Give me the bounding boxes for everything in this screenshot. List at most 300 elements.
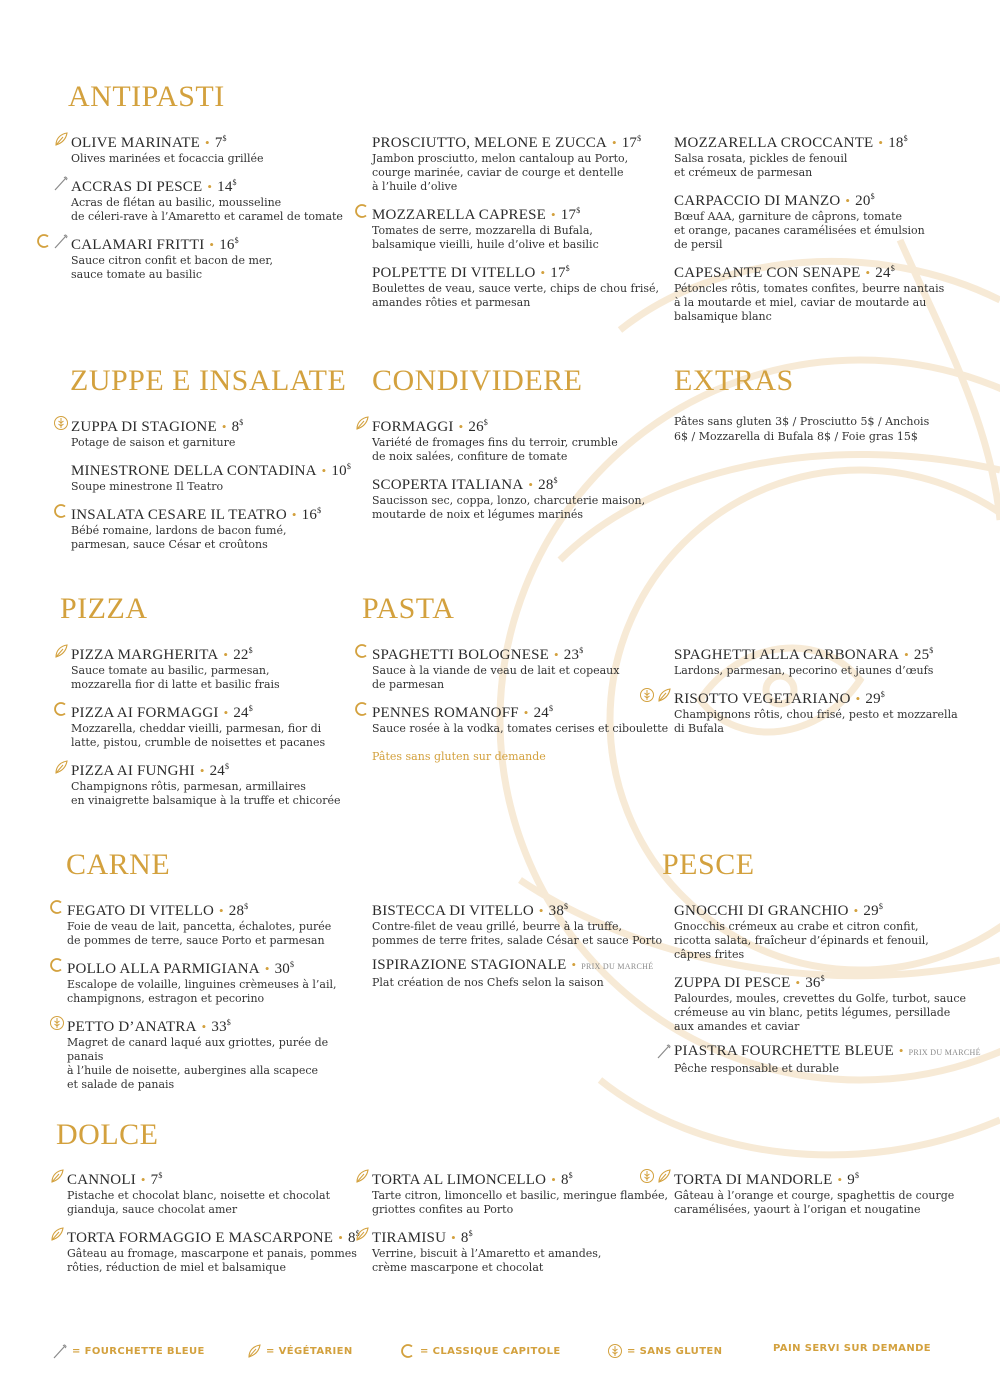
price-value: 24	[533, 705, 549, 721]
currency-symbol: $	[290, 960, 295, 969]
menu-item-price	[229, 903, 249, 919]
menu-item-description: Bœuf AAA, garniture de câprons, tomate et orange, pacanes caramélisées et émulsion de persil	[674, 210, 925, 251]
menu-item-name: PROSCIUTTO, MELONE E ZUCCA	[372, 135, 607, 151]
currency-symbol: $	[226, 1018, 231, 1027]
menu-item-header	[674, 898, 974, 920]
crescent-icon	[400, 1343, 416, 1359]
currency-symbol: $	[870, 192, 875, 201]
menu-item-icons	[53, 503, 69, 519]
price-value: 29	[863, 903, 879, 919]
menu-item-price	[534, 705, 554, 721]
menu-item-header	[674, 642, 974, 664]
separator-dot: •	[207, 179, 213, 194]
menu-item-icons	[49, 1015, 65, 1031]
menu-item-price	[217, 179, 237, 195]
menu-item-icons	[36, 233, 69, 249]
menu-item-description: Tarte citron, limoncello et basilic, meringue flambée, griottes confites au Porto	[372, 1189, 668, 1216]
currency-symbol: $	[820, 974, 825, 983]
fork-icon	[53, 233, 69, 249]
separator-dot: •	[611, 135, 617, 150]
menu-item-name: INSALATA CESARE IL TEATRO	[71, 507, 287, 523]
menu-item-header	[372, 202, 672, 224]
menu-item-name: PETTO D’ANATRA	[67, 1019, 197, 1035]
crescent-icon	[354, 203, 370, 219]
separator-dot: •	[554, 647, 559, 662]
leaf-icon	[354, 415, 370, 431]
menu-item-name: TORTA AL LIMONCELLO	[372, 1172, 547, 1188]
menu-item-header	[71, 174, 356, 196]
menu-item-name: PIZZA AI FORMAGGI	[71, 705, 219, 721]
price-value: 16	[301, 507, 318, 523]
menu-item-header	[372, 130, 672, 152]
menu-item-description: Sauce rosée à la vodka, tomates cerises et ciboulette	[372, 722, 669, 735]
currency-symbol: $	[244, 902, 249, 911]
menu-item	[372, 414, 657, 464]
menu-item	[71, 642, 356, 692]
separator-dot: •	[205, 135, 210, 150]
menu-item	[71, 502, 356, 552]
currency-symbol: $	[483, 418, 488, 427]
leaf-icon	[53, 643, 69, 659]
menu-item	[372, 898, 672, 948]
price-value: 17	[560, 207, 577, 223]
menu-item-price	[914, 647, 934, 663]
menu-item-icons	[354, 415, 370, 431]
menu-item-name: RISOTTO VEGETARIANO	[674, 691, 851, 707]
menu-item	[71, 174, 356, 224]
currency-symbol: $	[855, 1171, 860, 1180]
menu-item-description: Tomates de serre, mozzarella di Bufala, balsamique vieilli, huile d’olive et basilic	[372, 224, 599, 251]
menu-item	[67, 1167, 367, 1217]
menu-item-description: Contre-filet de veau grillé, beurre à la truffe, pommes de terre frites, salade César et sauce Porto	[372, 920, 663, 947]
menu-item	[674, 642, 974, 678]
price-value: 17	[550, 265, 566, 281]
menu-item-header	[67, 898, 367, 920]
currency-symbol: $	[239, 418, 244, 427]
separator-dot: •	[855, 691, 861, 706]
menu-item-icons	[53, 415, 69, 431]
menu-item-description: Escalope de volaille, linguines crèmeuses à l’ail, champignons, estragon et pecorino	[67, 978, 337, 1005]
dolce-column-1	[67, 1167, 367, 1283]
legend-fork-label: = FOURCHETTE BLEUE	[72, 1345, 205, 1357]
menu-item-header	[372, 956, 672, 976]
currency-symbol: $	[355, 1229, 360, 1238]
price-value: 22	[233, 647, 249, 663]
legend-gluten	[607, 1343, 722, 1359]
menu-item-description: Sauce tomate au basilic, parmesan, mozzarella fior di latte et basilic frais	[71, 664, 280, 691]
menu-item-description: Olives marinées et focaccia grillée	[71, 152, 264, 165]
leaf-icon	[656, 1168, 672, 1184]
separator-dot: •	[221, 419, 227, 434]
menu-item-icons	[49, 1168, 65, 1184]
currency-symbol: $	[248, 646, 253, 655]
menu-item	[71, 414, 356, 450]
separator-dot: •	[538, 903, 544, 918]
menu-item-price	[151, 1172, 163, 1188]
separator-dot: •	[898, 1043, 904, 1058]
legend-classic-label: = CLASSIQUE CAPITOLE	[420, 1345, 561, 1357]
separator-dot: •	[878, 135, 884, 150]
currency-symbol: $	[929, 646, 934, 655]
menu-item-header	[67, 1167, 367, 1189]
menu-item-description: Foie de veau de lait, pancetta, échalotes, purée de pommes de terre, sauce Porto et parmesan	[67, 920, 332, 947]
menu-item-price	[468, 419, 488, 435]
currency-symbol: $	[232, 178, 237, 187]
crescent-icon	[354, 701, 370, 717]
menu-item-header	[372, 700, 672, 722]
menu-item	[674, 260, 974, 324]
menu-item	[372, 260, 672, 310]
separator-dot: •	[795, 975, 801, 990]
menu-item-icons	[354, 203, 370, 219]
currency-symbol: $	[880, 690, 885, 699]
menu-item-name: ISPIRAZIONE STAGIONALE	[372, 957, 567, 973]
separator-dot: •	[551, 1172, 556, 1187]
menu-item-icons	[49, 957, 65, 973]
menu-item-header	[674, 130, 974, 152]
menu-item-header	[71, 502, 356, 524]
price-value: 8	[231, 419, 240, 435]
menu-item	[71, 700, 356, 750]
currency-symbol: $	[468, 1229, 473, 1238]
fork-icon	[656, 1043, 672, 1059]
menu-item-price	[538, 477, 558, 493]
menu-item-price	[302, 507, 322, 523]
menu-item-price	[233, 647, 253, 663]
menu-item-name: PIZZA MARGHERITA	[71, 647, 219, 663]
menu-item-description: Gâteau à l’orange et courge, spaghettis de courge caramélisées, yaourt à l’origan et nougatine	[674, 1189, 955, 1216]
menu-item-icons	[656, 1043, 672, 1059]
currency-symbol: $	[553, 476, 558, 485]
menu-item-header	[372, 1225, 672, 1247]
crescent-icon	[53, 701, 69, 717]
legend-fork	[52, 1343, 205, 1359]
currency-symbol: $	[903, 134, 908, 143]
currency-symbol: $	[317, 506, 322, 515]
menu-item-icons	[53, 643, 69, 659]
section-title-pizza: PIZZA	[60, 592, 148, 625]
menu-item-description: Verrine, biscuit à l’Amaretto et amandes, crème mascarpone et chocolat	[372, 1247, 602, 1274]
market-price-label: PRIX DU MARCHÉ	[908, 1048, 981, 1057]
separator-dot: •	[551, 207, 556, 222]
menu-item-header	[674, 1042, 981, 1062]
currency-symbol: $	[576, 206, 581, 215]
menu-item-price	[461, 1230, 473, 1246]
menu-item-icons	[53, 759, 69, 775]
menu-item-header	[71, 414, 356, 436]
menu-item-description: Soupe minestrone Il Teatro	[71, 480, 224, 493]
price-value: 8	[460, 1230, 469, 1246]
menu-item-name: CALAMARI FRITTI	[71, 237, 205, 253]
menu-item-price	[865, 691, 885, 707]
currency-symbol: $	[225, 762, 230, 771]
menu-item	[372, 130, 672, 194]
section-title-condividere: CONDIVIDERE	[372, 364, 583, 397]
extras-text: Pâtes sans gluten 3$ / Prosciutto 5$ / Anchois 6$ / Mozzarella di Bufala 8$ / Foie gras 15$	[674, 415, 930, 443]
price-value: 33	[211, 1019, 227, 1035]
price-value: 16	[219, 237, 235, 253]
menu-item	[674, 130, 974, 180]
price-value: 36	[805, 975, 821, 991]
menu-item-description: Palourdes, moules, crevettes du Golfe, turbot, sauce crémeuse au vin blanc, petits légumes, persillade aux amandes et caviar	[674, 992, 967, 1033]
pasta-column-2	[674, 642, 974, 744]
price-value: 20	[855, 193, 871, 209]
menu-item-name: TORTA DI MANDORLE	[674, 1172, 833, 1188]
menu-item-icons	[354, 1168, 370, 1184]
menu-item	[372, 1167, 672, 1217]
menu-item-price	[847, 1172, 859, 1188]
menu-item	[67, 1014, 367, 1092]
price-value: 8	[560, 1172, 569, 1188]
section-title-antipasti: ANTIPASTI	[68, 80, 225, 113]
crescent-icon	[36, 233, 52, 249]
menu-item-price	[219, 237, 239, 253]
separator-dot: •	[904, 647, 909, 662]
menu-item	[71, 130, 356, 166]
menu-item-price	[875, 265, 895, 281]
menu-item-price	[805, 975, 825, 991]
legend-gluten-label: = SANS GLUTEN	[627, 1345, 723, 1357]
menu-item-header	[67, 1014, 367, 1036]
menu-item-price	[622, 135, 642, 151]
currency-symbol: $	[564, 902, 569, 911]
menu-item-name: GNOCCHI DI GRANCHIO	[674, 903, 849, 919]
currency-symbol: $	[346, 462, 352, 471]
separator-dot: •	[338, 1230, 343, 1245]
menu-item-icons	[639, 687, 672, 703]
menu-item-description: Sauce à la viande de veau de lait et copeaux de parmesan	[372, 664, 620, 691]
menu-item-price	[232, 419, 244, 435]
menu-item-price	[863, 903, 883, 919]
menu-item-price	[211, 1019, 231, 1035]
price-value: 8	[347, 1230, 356, 1246]
menu-item-header	[71, 458, 356, 480]
menu-item-price	[561, 1172, 573, 1188]
menu-item-price	[549, 903, 569, 919]
menu-item-description: Champignons rôtis, chou frisé, pesto et mozzarella di Bufala	[674, 708, 958, 735]
menu-item-description: Saucisson sec, coppa, lonzo, charcuterie maison, moutarde de noix et légumes marinés	[372, 494, 646, 521]
menu-item-name: SPAGHETTI ALLA CARBONARA	[674, 647, 900, 663]
menu-item	[372, 642, 672, 692]
crescent-icon	[53, 503, 69, 519]
menu-item-header	[372, 260, 672, 282]
legend-bread	[773, 1343, 931, 1354]
price-value: 24	[233, 705, 249, 721]
crescent-icon	[49, 899, 65, 915]
menu-item	[674, 1167, 974, 1217]
menu-item	[71, 758, 356, 808]
crescent-icon	[49, 957, 65, 973]
currency-symbol: $	[568, 1171, 573, 1180]
leaf-icon	[53, 131, 69, 147]
section-title-zuppe: ZUPPE E INSALATE	[70, 364, 347, 397]
separator-dot: •	[458, 419, 464, 434]
price-value: 9	[847, 1172, 855, 1188]
menu-item-description: Acras de flétan au basilic, mousseline de céleri-rave à l’Amaretto et caramel de tomate	[71, 196, 343, 223]
menu-item-icons	[354, 701, 370, 717]
legend-classic	[400, 1343, 561, 1359]
menu-item-description: Sauce citron confit et bacon de mer, sauce tomate au basilic	[71, 254, 273, 281]
separator-dot: •	[201, 1019, 207, 1034]
menu-item-header	[71, 232, 356, 254]
condividere-column-1	[372, 414, 657, 530]
menu-item	[372, 1225, 672, 1275]
menu-item-description: Pêche responsable et durable	[674, 1062, 840, 1075]
menu-item-description: Bébé romaine, lardons de bacon fumé, parmesan, sauce César et croûtons	[71, 524, 287, 551]
wheat-icon	[53, 415, 69, 431]
menu-item-header	[67, 956, 367, 978]
menu-item-name: PIASTRA FOURCHETTE BLEUE	[674, 1043, 894, 1059]
menu-item-price	[564, 647, 584, 663]
menu-item-description: Gnocchis crémeux au crabe et citron confit, ricotta salata, fraîcheur d’épinards et fenouil, câpres frites	[674, 920, 929, 961]
wheat-icon	[49, 1015, 65, 1031]
price-value: 30	[274, 961, 290, 977]
section-title-carne: CARNE	[66, 848, 171, 881]
menu-item-description: Pétoncles rôtis, tomates confites, beurre nantais à la moutarde et miel, caviar de moutarde au balsamique blanc	[674, 282, 945, 323]
menu-item-description: Jambon prosciutto, melon cantaloup au Porto, courge marinée, caviar de courge et dentelle à l’huile d’olive	[372, 152, 629, 193]
price-value: 18	[888, 135, 904, 151]
menu-item-description: Potage de saison et garniture	[71, 436, 236, 449]
section-title-dolce: DOLCE	[56, 1118, 159, 1151]
dolce-column-3	[674, 1167, 974, 1225]
menu-item-price	[210, 763, 230, 779]
currency-symbol: $	[637, 134, 642, 143]
menu-item-header	[71, 700, 356, 722]
menu-item	[67, 898, 367, 948]
currency-symbol: $	[890, 264, 895, 273]
menu-item-name: MOZZARELLA CAPRESE	[372, 207, 547, 223]
separator-dot: •	[223, 705, 229, 720]
carne-column-2	[372, 898, 672, 998]
menu-item-price	[331, 463, 351, 479]
menu-item	[372, 472, 657, 522]
fork-icon	[52, 1343, 68, 1359]
separator-dot: •	[540, 265, 546, 280]
separator-dot: •	[140, 1172, 146, 1187]
menu-item-name: PENNES ROMANOFF	[372, 705, 519, 721]
separator-dot: •	[865, 265, 871, 280]
menu-item-name: TORTA FORMAGGIO E MASCARPONE	[67, 1230, 334, 1246]
menu-item	[674, 1042, 981, 1076]
menu-item-name: MOZZARELLA CROCCANTE	[674, 135, 874, 151]
currency-symbol: $	[158, 1171, 163, 1180]
menu-item-header	[71, 758, 356, 780]
menu-item	[67, 956, 367, 1006]
separator-dot: •	[523, 705, 529, 720]
zuppe-column-1	[71, 414, 356, 560]
menu-item-name: SCOPERTA ITALIANA	[372, 477, 524, 493]
menu-item-price	[561, 207, 581, 223]
menu-item-name: MINESTRONE DELLA CONTADINA	[71, 463, 317, 479]
menu-item-name: POLPETTE DI VITELLO	[372, 265, 536, 281]
currency-symbol: $	[248, 704, 253, 713]
menu-item-price	[855, 193, 875, 209]
price-value: 7	[150, 1172, 159, 1188]
wheat-icon	[607, 1343, 623, 1359]
price-value: 7	[214, 135, 223, 151]
menu-item	[372, 202, 672, 252]
currency-symbol: $	[579, 646, 584, 655]
leaf-icon	[656, 687, 672, 703]
menu-item-header	[67, 1225, 367, 1247]
menu-item-icons	[354, 643, 370, 659]
menu-item-description: Mozzarella, cheddar vieilli, parmesan, fior di latte, pistou, crumble de noisettes et pacanes	[71, 722, 326, 749]
price-value: 26	[468, 419, 484, 435]
section-title-pasta: PASTA	[362, 592, 455, 625]
menu-item-name: CARPACCIO DI MANZO	[674, 193, 841, 209]
menu-item-price	[550, 265, 570, 281]
menu-item-header	[71, 130, 356, 152]
pizza-column-1	[71, 642, 356, 816]
menu-item-name: PIZZA AI FUNGHI	[71, 763, 195, 779]
separator-dot: •	[845, 193, 851, 208]
leaf-icon	[49, 1168, 65, 1184]
menu-item	[372, 956, 672, 990]
menu-item	[674, 686, 974, 736]
price-value: 23	[563, 647, 580, 663]
menu-item-header	[71, 642, 356, 664]
pasta-column-1	[372, 642, 672, 763]
price-value: 14	[217, 179, 233, 195]
antipasti-column-3	[674, 130, 974, 332]
currency-symbol: $	[565, 264, 570, 273]
separator-dot: •	[199, 763, 205, 778]
leaf-icon	[354, 1168, 370, 1184]
menu-item-header	[372, 414, 657, 436]
separator-dot: •	[571, 957, 577, 972]
menu-item-name: TIRAMISU	[372, 1230, 447, 1246]
menu-item-description: Boulettes de veau, sauce verte, chips de chou frisé, amandes rôties et parmesan	[372, 282, 660, 309]
leaf-icon	[246, 1343, 262, 1359]
currency-symbol: $	[222, 134, 227, 143]
menu-item-icons	[53, 701, 69, 717]
pesce-column-1	[674, 898, 981, 1084]
separator-dot: •	[219, 903, 224, 918]
price-value: 24	[209, 763, 226, 779]
antipasti-column-2	[372, 130, 672, 318]
menu-item-name: CANNOLI	[67, 1172, 136, 1188]
menu-item-header	[372, 898, 672, 920]
menu-item-name: OLIVE MARINATE	[71, 135, 201, 151]
menu-item-header	[674, 188, 974, 210]
separator-dot: •	[291, 507, 297, 522]
menu-item-icons	[49, 899, 65, 915]
menu-item-description: Variété de fromages fins du terroir, crumble de noix salées, confiture de tomate	[372, 436, 618, 463]
menu-item-name: CAPESANTE CON SENAPE	[674, 265, 861, 281]
menu-item	[71, 458, 356, 494]
menu-item-description: Lardons, parmesan, pecorino et jaunes d’œufs	[674, 664, 934, 677]
legend-bread-label: PAIN SERVI SUR DEMANDE	[773, 1343, 932, 1354]
currency-symbol: $	[548, 704, 554, 713]
separator-dot: •	[837, 1172, 843, 1187]
price-value: 25	[913, 647, 930, 663]
menu-item-icons	[354, 1226, 370, 1242]
section-title-extras: EXTRAS	[674, 364, 794, 397]
legend-vegetarian-label: = VÉGÉTARIEN	[266, 1345, 353, 1357]
currency-symbol: $	[234, 236, 239, 245]
menu-item	[674, 970, 974, 1034]
price-value: 38	[548, 903, 565, 919]
menu-item-header	[674, 260, 974, 282]
dolce-column-2	[372, 1167, 672, 1283]
menu-item-icons	[49, 1226, 65, 1242]
menu-item-icons	[53, 131, 69, 147]
menu-item-header	[372, 472, 657, 494]
price-value: 29	[865, 691, 881, 707]
price-value: 17	[621, 135, 638, 151]
menu-item-description: Magret de canard laqué aux griottes, purée de panais à l’huile de noisette, aubergines alla scapece et salade de panais	[67, 1036, 329, 1091]
price-value: 10	[331, 463, 347, 479]
